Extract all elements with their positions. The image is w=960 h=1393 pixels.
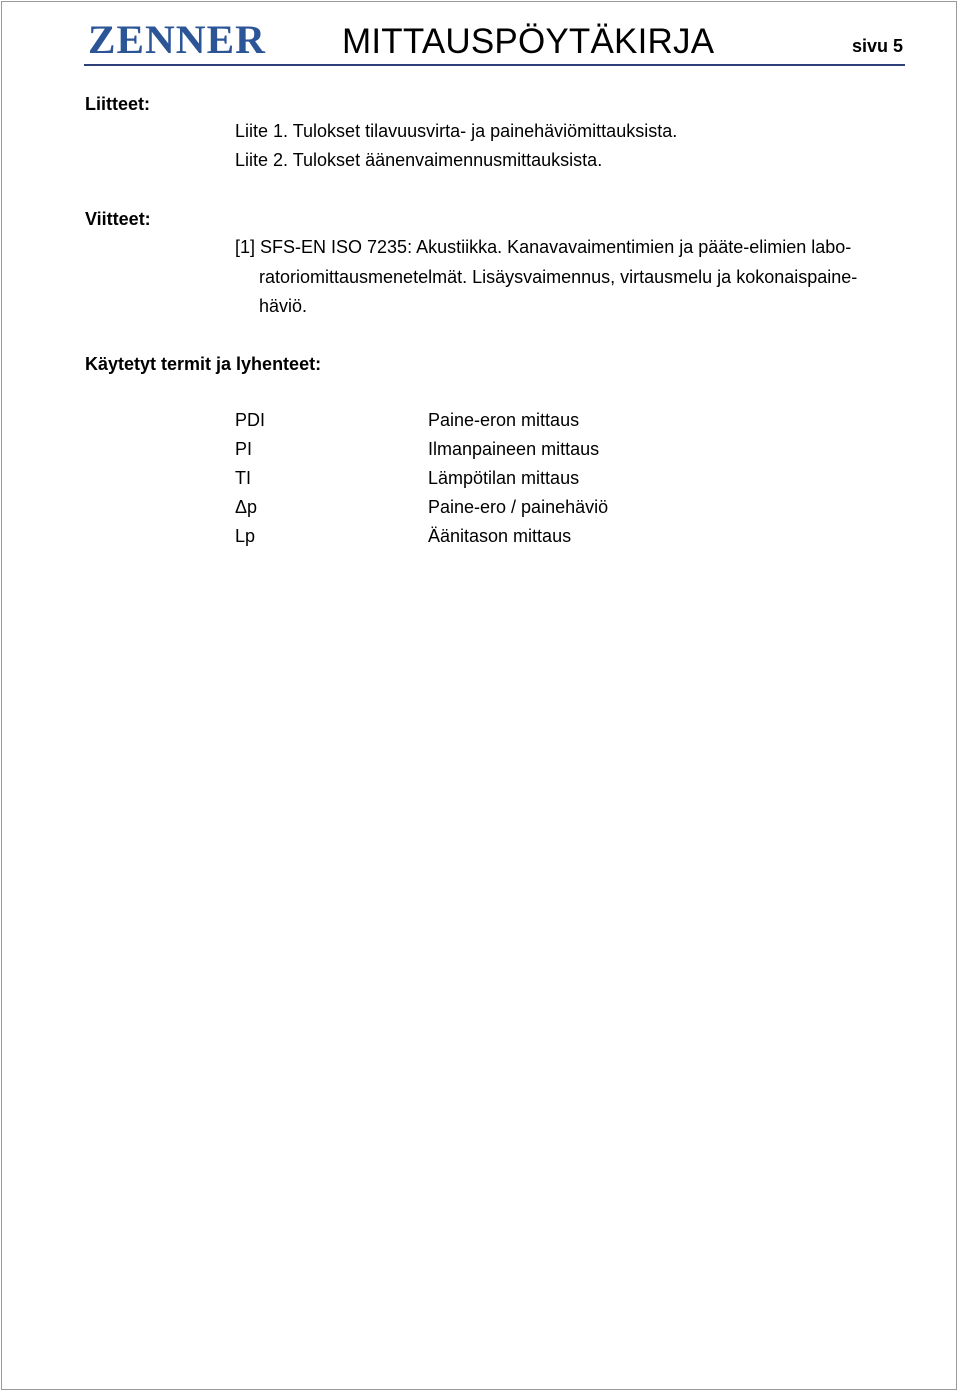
attachment-item-1: Liite 1. Tulokset tilavuusvirta- ja painehäviömittauksista. — [235, 121, 678, 141]
attachment-item-2: Liite 2. Tulokset äänenvaimennusmittauksista. — [235, 150, 603, 170]
reference-entry — [235, 233, 905, 322]
term-description: Ilmanpaineen mittaus — [428, 439, 600, 459]
reference-line-3: häviö. — [259, 296, 308, 316]
term-row — [235, 406, 835, 435]
term-description: Paine-ero / painehäviö — [428, 497, 609, 517]
zenner-logo: ZENNER — [88, 17, 266, 62]
attachments-heading: Liitteet: — [85, 94, 150, 114]
reference-line-2: ratoriomittausmenetelmät. Lisäysvaimennus, virtausmelu ja kokonaispaine- — [259, 266, 858, 287]
reference-line-1: [1] SFS-EN ISO 7235: Akustiikka. Kanavavaimentimien ja pääte-elimien labo- — [235, 237, 852, 257]
term-description: Paine-eron mittaus — [428, 410, 580, 430]
term-abbreviation: PI — [235, 439, 253, 459]
term-abbreviation: TI — [235, 468, 251, 488]
term-abbreviation: PDI — [235, 410, 266, 430]
page-number: sivu 5 — [851, 36, 903, 56]
page-header — [84, 14, 905, 66]
term-description: Äänitason mittaus — [428, 526, 572, 546]
term-abbreviation: Δp — [235, 497, 258, 517]
term-row — [235, 493, 835, 522]
references-heading: Viitteet: — [85, 209, 151, 229]
terms-heading: Käytetyt termit ja lyhenteet: — [85, 354, 322, 374]
term-row — [235, 464, 835, 493]
term-row — [235, 435, 835, 464]
term-row — [235, 522, 835, 551]
term-abbreviation: Lp — [235, 526, 256, 546]
term-description: Lämpötilan mittaus — [428, 468, 580, 488]
document-title: MITTAUSPÖYTÄKIRJA — [342, 22, 715, 61]
